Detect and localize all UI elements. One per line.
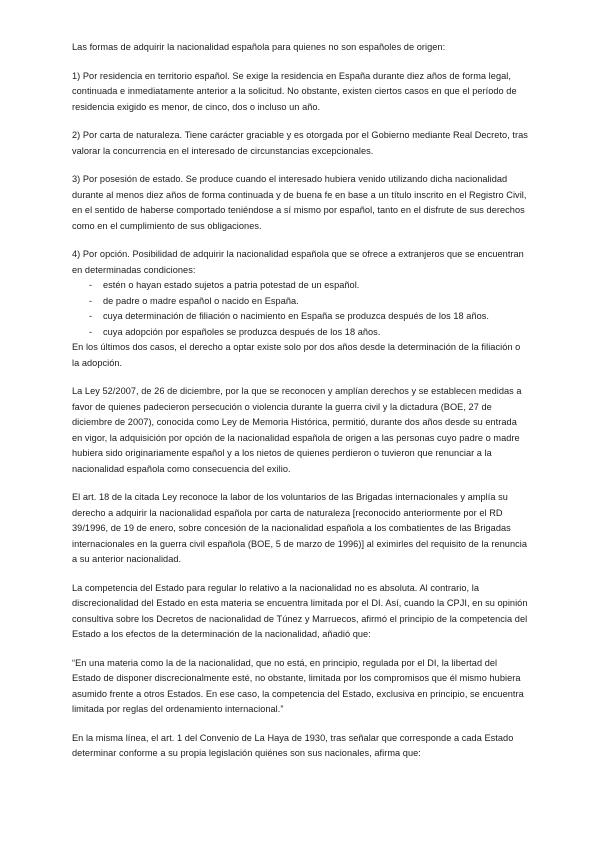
list-marker: - [89,326,93,337]
list-marker: - [89,280,93,290]
list-marker: - [89,295,93,306]
intro-paragraph: Las formas de adquirir la nacionalidad española para quienes no son españoles de origen: [72,42,446,52]
naturalization-letter-paragraph: 2) Por carta de naturaleza. Tiene carácter graciable y es otorgada por el Gobierno mediante Real Decreto, tras valorar la concurrencia en el interesado de circunstancias excepcionales. [72,130,528,156]
list-item-text: cuya adopción por españoles se produzca después de los 18 años. [103,326,381,337]
memory-law-paragraph: La Ley 52/2007, de 26 de diciembre, por la que se reconocen y amplían derechos y se establecen medidas a favor de quienes padecieron persecución o violencia durante la guerra civil y la dictadura (BOE, 27 de diciembre de 2007), conocida como Ley de Memoria Histórica, permitió, durante dos años desde su entrada en vigor, la adquisición por opción de la nacionalidad española de origen a las personas cuyo padre o madre hubiera sido originariamente español y a los nietos de quienes perdieron o tuvieron que renunciar a la nacionalidad española como consecuencia del exilio. [72,386,522,474]
option-paragraph: 4) Por opción. Posibilidad de adquirir la nacionalidad española que se ofrece a extranjeros que se encuentran en determinadas condiciones: [72,249,524,275]
cpji-quote-paragraph: “En una materia como la de la nacionalidad, que no está, en principio, regulada por el DI, la libertad del Estado de disponer discrecionalmente esté, no obstante, limitada por los compromisos que él mismo hubiera asumido frente a otros Estados. En ese caso, la competencia del Estado, exclusiva en principio, se encuentra limitada por reglas del ordenamiento internacional.” [72,657,524,714]
list-item-text: estén o hayan estado sujetos a patria potestad de un español. [103,280,360,290]
list-item [72,278,528,294]
international-brigades-paragraph: El art. 18 de la citada Ley reconoce la labor de los voluntarios de las Brigadas internacionales y amplía su derecho a adquirir la nacionalidad española por carta de naturaleza [reconocido anteriormente por el RD 39/1996, de 19 de enero, sobre concesión de la nacionalidad española a los combatientes de las Brigadas internacionales en la guerra civil española (BOE, 5 de marzo de 1996)] al eximirles del requisito de la renuncia a su anterior nacionalidad. [72,492,528,564]
list-item-text: de padre o madre español o nacido en España. [103,295,299,306]
list-item [72,294,528,310]
option-conditions-list [72,278,528,340]
state-competence-paragraph: La competencia del Estado para regular lo relativo a la nacionalidad no es absoluta. Al contrario, la discrecionalidad del Estado en esta materia se encuentra limitada por el DI. Así, cuando la CPJI, en su opinión consultiva sobre los Decretos de nacionalidad de Túnez y Marruecos, afirmó el principio de la competencia del Estado a los efectos de la determinación de la nacionalidad, añadió que: [72,582,528,639]
hague-convention-paragraph: En la misma línea, el art. 1 del Convenio de La Haya de 1930, tras señalar que corresponde a cada Estado determinar conforme a su propia legislación quiénes son sus nacionales, afirma que: [72,732,514,758]
list-item [72,309,528,325]
list-item [72,325,528,341]
option-note-paragraph: En los últimos dos casos, el derecho a optar existe solo por dos años desde la determinación de la filiación o la adopción. [72,342,521,368]
list-marker: - [89,311,93,321]
list-item-text: cuya determinación de filiación o nacimiento en España se produzca después de los 18 años. [103,311,490,321]
possession-of-status-paragraph: 3) Por posesión de estado. Se produce cuando el interesado hubiera venido utilizando dicha nacionalidad durante al menos diez años de forma continuada y de buena fe en base a un título inscrito en el Registro Civil, en el sentido de haberse comportado teniéndose a sí mismo por español, tanto en el disfrute de sus derechos como en el cumplimiento de sus obligaciones. [72,174,527,231]
residence-paragraph: 1) Por residencia en territorio español. Se exige la residencia en España durante diez años de forma legal, continuada e inmediatamente anterior a la solicitud. No obstante, existen ciertos casos en que el período de residencia exigido es menor, de cinco, dos o incluso un año. [72,70,517,112]
document-page [72,40,528,775]
